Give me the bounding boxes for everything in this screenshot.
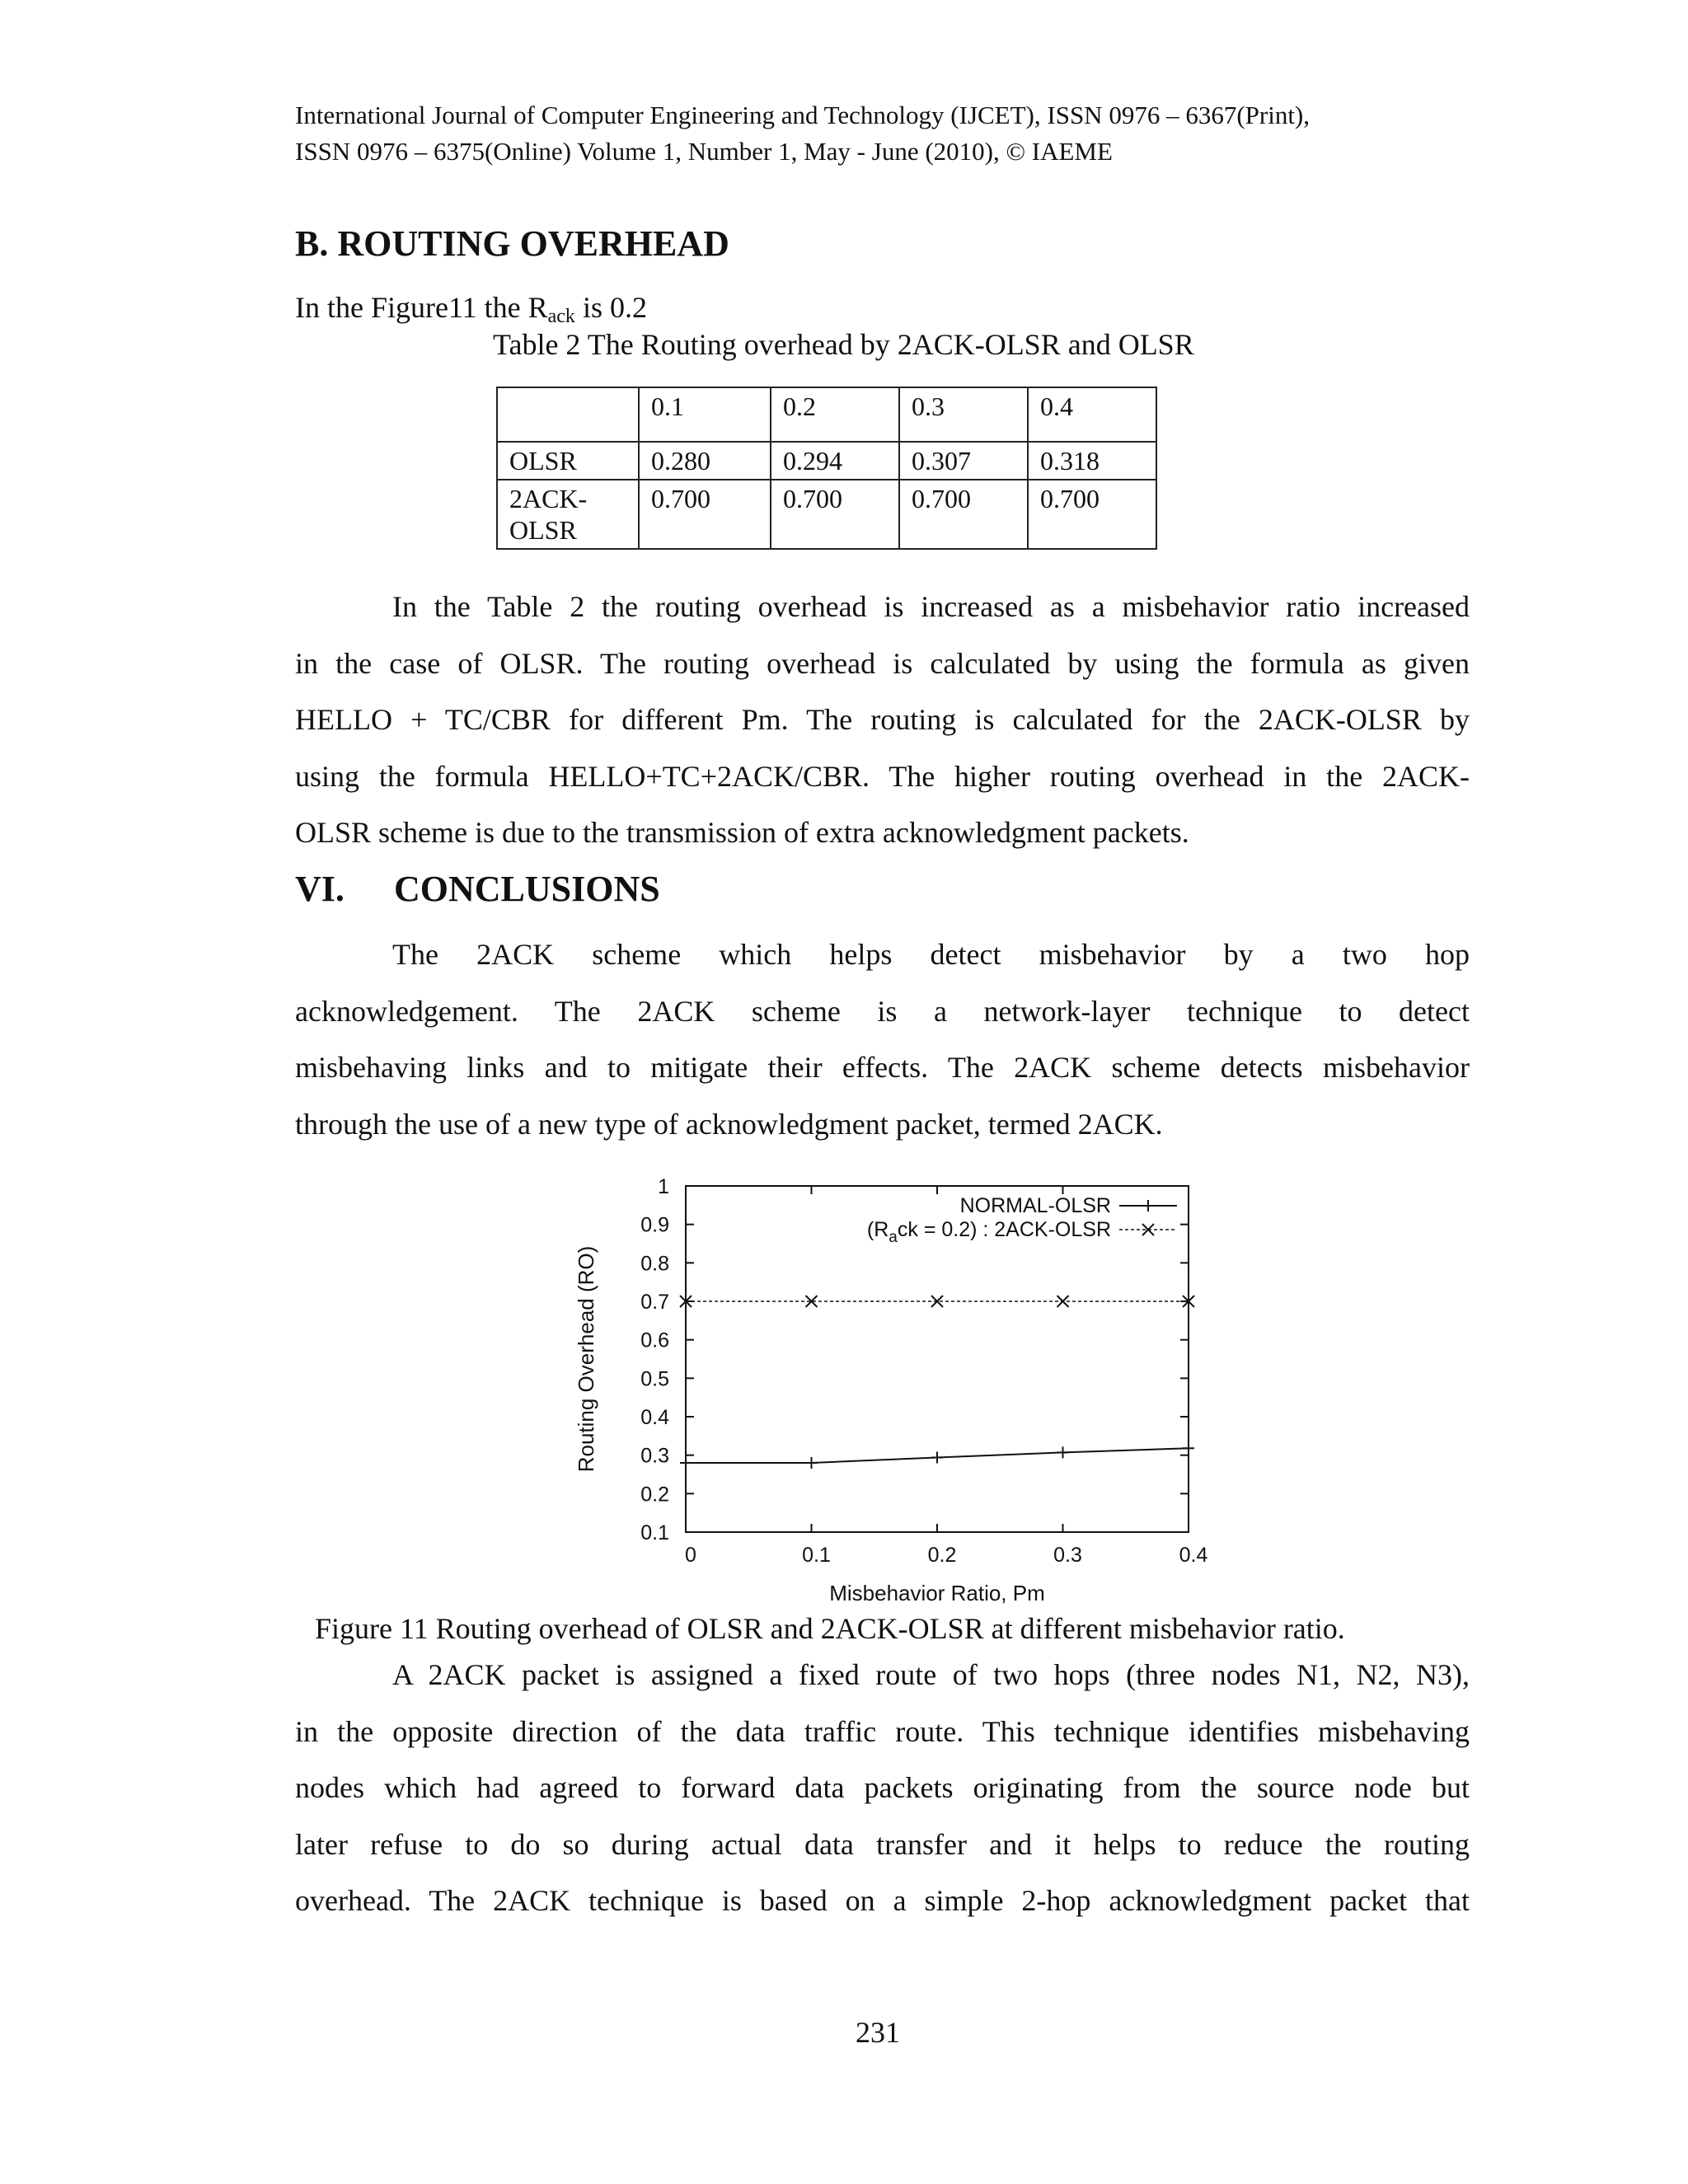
text-line: The 2ACK scheme which helps detect misbehavior by a two hop xyxy=(392,938,1470,971)
y-tick-label: 0.4 xyxy=(640,1406,669,1429)
y-tick-label: 0.2 xyxy=(640,1483,669,1507)
figure-caption: Figure 11 Routing overhead of OLSR and 2ACK-OLSR at different misbehavior ratio. xyxy=(315,1612,1345,1645)
text-line: later refuse to do so during actual data transfer and it helps to reduce the routing xyxy=(295,1827,1470,1861)
text-line: in the opposite direction of the data traffic route. This technique identifies misbehaving xyxy=(295,1714,1470,1748)
data-point-normal-olsr xyxy=(806,1457,818,1469)
data-point-normal-olsr xyxy=(1183,1442,1194,1454)
header-line-2: ISSN 0976 – 6375(Online) Volume 1, Number 1, May - June (2010), © IAEME xyxy=(295,137,1113,166)
x-tick-label: 0.3 xyxy=(1053,1544,1082,1567)
page-number: 231 xyxy=(856,2016,900,2049)
table-cell: 0.280 xyxy=(639,442,771,480)
intro-prefix: In the Figure11 the R xyxy=(295,291,548,324)
y-tick-label: 1 xyxy=(658,1175,669,1198)
text-line: A 2ACK packet is assigned a fixed route of two hops (three nodes N1, N2, N3), xyxy=(392,1658,1470,1691)
y-axis-label: Routing Overhead (RO) xyxy=(574,1245,598,1473)
text-line: in the case of OLSR. The routing overhead is calculated by using the formula as given xyxy=(295,646,1470,680)
text-line: through the use of a new type of acknowledgment packet, termed 2ACK. xyxy=(295,1107,1163,1141)
x-tick-label: 0.4 xyxy=(1179,1544,1208,1567)
table-header-cell: 0.3 xyxy=(899,387,1028,442)
table-header-cell: 0.4 xyxy=(1028,387,1156,442)
legend-label-rest: ck = 0.2) : 2ACK-OLSR xyxy=(897,1218,1111,1241)
text-line: overhead. The 2ACK technique is based on a simple 2-hop acknowledgment packet that xyxy=(295,1884,1470,1917)
legend-label-normal-olsr: NORMAL-OLSR xyxy=(959,1194,1111,1217)
table-header-row xyxy=(497,387,1156,442)
table-cell: 0.700 xyxy=(899,480,1028,549)
table-row xyxy=(497,480,1156,549)
chart-legend xyxy=(867,1194,1177,1246)
plot-series xyxy=(680,1296,1194,1469)
intro-subscript: ack xyxy=(547,306,575,327)
journal-header xyxy=(295,97,1310,170)
table-cell: 0.700 xyxy=(1028,480,1156,549)
x-axis xyxy=(685,1186,1207,1567)
table-cell: 0.318 xyxy=(1028,442,1156,480)
section-b-intro xyxy=(295,290,647,328)
data-point-normal-olsr xyxy=(1057,1446,1069,1458)
table-cell: 0.307 xyxy=(899,442,1028,480)
routing-overhead-table xyxy=(496,387,1157,550)
y-tick-label: 0.5 xyxy=(640,1367,669,1391)
legend-label-subscript: a xyxy=(889,1229,898,1246)
y-tick-label: 0.1 xyxy=(640,1521,669,1544)
paragraph-routing-overhead xyxy=(295,579,1470,861)
paragraph-conclusions xyxy=(295,926,1470,1152)
legend-label-2ack-olsr xyxy=(867,1218,1111,1246)
x-tick-label: 0.2 xyxy=(927,1544,957,1567)
section-vi-number: VI. xyxy=(295,869,345,909)
intro-suffix: is 0.2 xyxy=(574,291,647,324)
text-line: using the formula HELLO+TC+2ACK/CBR. The higher routing overhead in the 2ACK- xyxy=(295,759,1470,793)
x-tick-label: 0.1 xyxy=(802,1544,831,1567)
table-caption: Table 2 The Routing overhead by 2ACK-OLSR and OLSR xyxy=(493,328,1194,361)
legend-marker-normal-olsr xyxy=(1142,1200,1154,1212)
table-cell: 0.700 xyxy=(771,480,899,549)
paragraph-2ack-packet xyxy=(295,1647,1470,1929)
header-line-1: International Journal of Computer Engineering and Technology (IJCET), ISSN 0976 – 6367(Print), xyxy=(295,101,1311,129)
y-tick-label: 0.3 xyxy=(640,1444,669,1468)
routing-overhead-chart xyxy=(560,1170,1236,1607)
table-header-cell: 0.2 xyxy=(771,387,899,442)
text-line: HELLO + TC/CBR for different Pm. The routing is calculated for the 2ACK-OLSR by xyxy=(295,703,1470,736)
text-line: OLSR scheme is due to the transmission of extra acknowledgment packets. xyxy=(295,816,1189,849)
table-cell xyxy=(497,480,639,549)
x-axis-label: Misbehavior Ratio, Pm xyxy=(829,1581,1045,1605)
row-label-line-2: OLSR xyxy=(509,515,577,545)
table-cell: OLSR xyxy=(497,442,639,480)
row-label-line-1: 2ACK- xyxy=(509,484,588,513)
table-cell: 0.700 xyxy=(639,480,771,549)
y-tick-label: 0.6 xyxy=(640,1329,669,1352)
x-tick-label: 0 xyxy=(685,1544,696,1567)
text-line: acknowledgement. The 2ACK scheme is a network-layer technique to detect xyxy=(295,994,1470,1028)
text-line: misbehaving links and to mitigate their effects. The 2ACK scheme detects misbehavior xyxy=(295,1051,1470,1084)
legend-label-prefix: (R xyxy=(866,1218,889,1241)
table-header-cell xyxy=(497,387,639,442)
section-vi-heading: CONCLUSIONS xyxy=(394,869,660,909)
text-line: In the Table 2 the routing overhead is increased as a misbehavior ratio increased xyxy=(392,590,1470,623)
section-b-heading: B. ROUTING OVERHEAD xyxy=(295,223,729,264)
y-tick-label: 0.8 xyxy=(640,1252,669,1276)
text-line: nodes which had agreed to forward data packets originating from the source node but xyxy=(295,1771,1470,1804)
y-tick-label: 0.9 xyxy=(640,1213,669,1237)
table-row xyxy=(497,442,1156,480)
table-header-cell: 0.1 xyxy=(639,387,771,442)
data-point-normal-olsr xyxy=(680,1457,692,1469)
table-cell: 0.294 xyxy=(771,442,899,480)
data-point-normal-olsr xyxy=(931,1451,943,1463)
y-tick-label: 0.7 xyxy=(640,1291,669,1314)
